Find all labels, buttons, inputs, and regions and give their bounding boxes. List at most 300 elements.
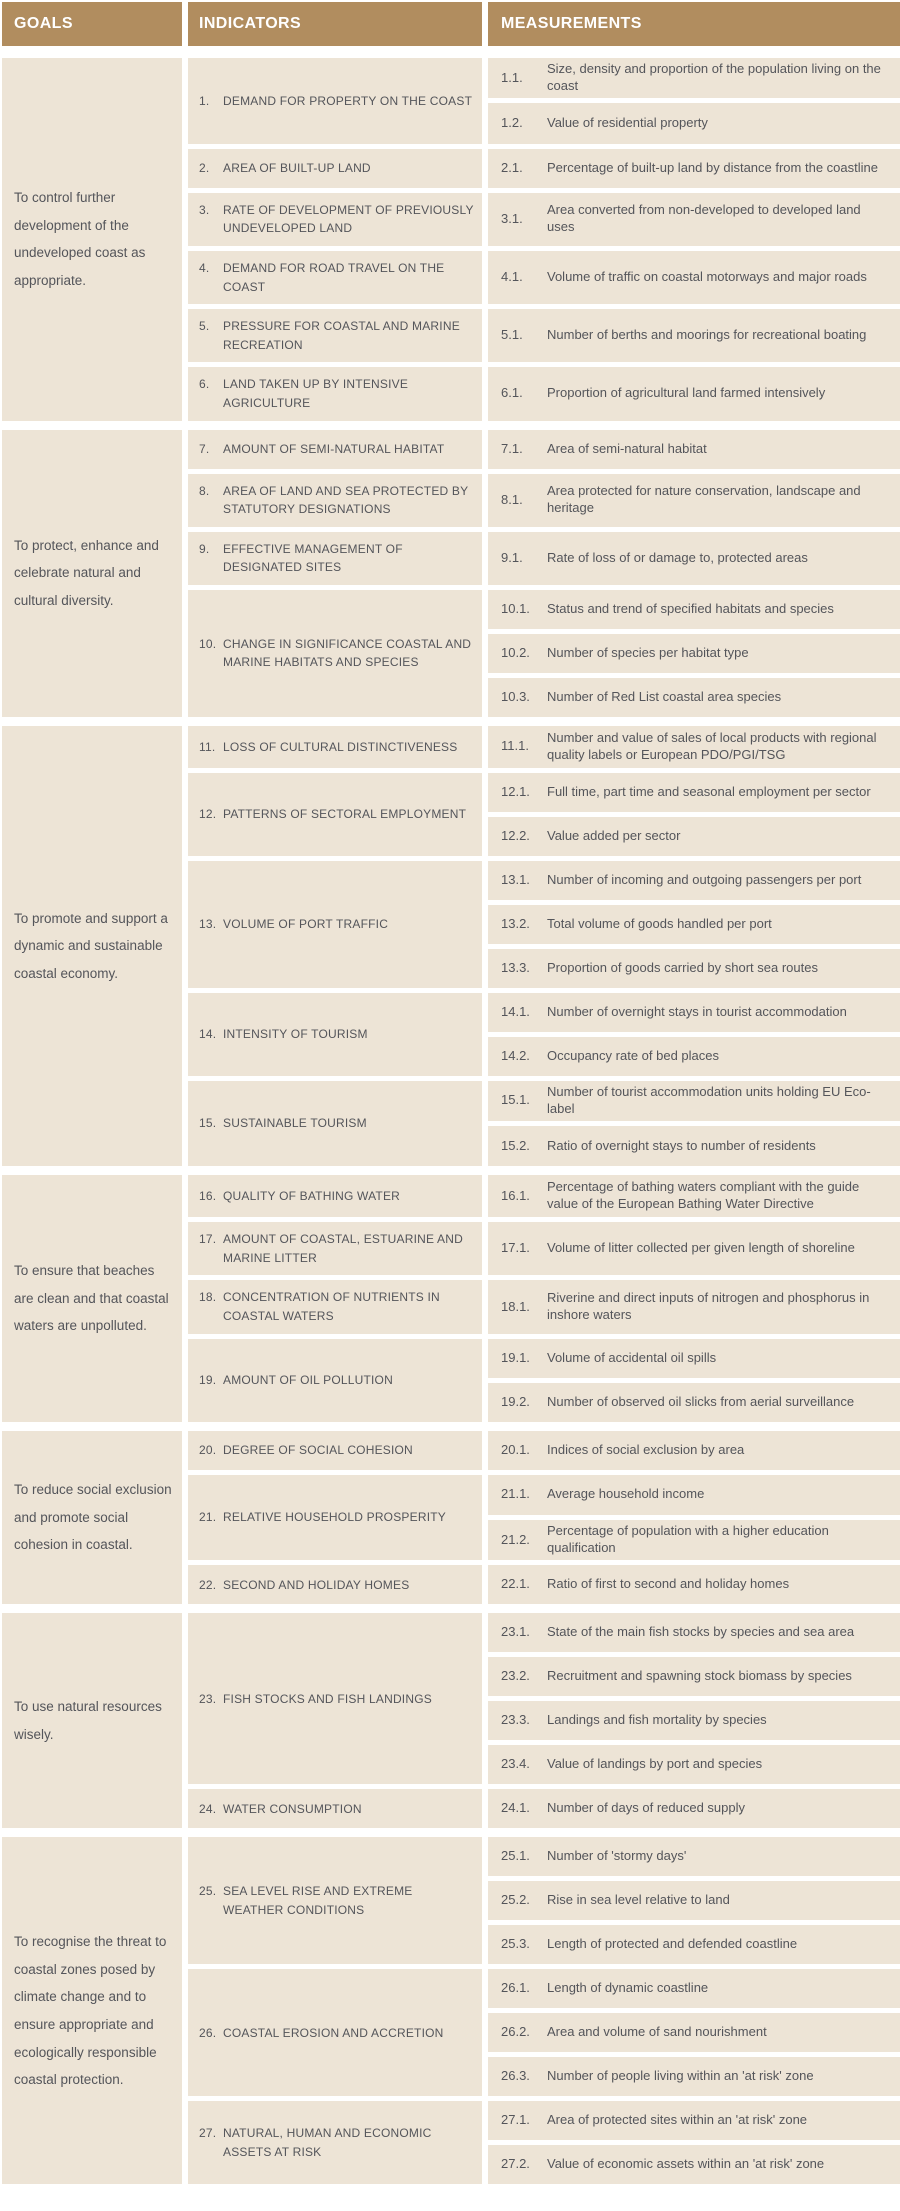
measurement-number: 13.3. — [501, 959, 530, 975]
measurement-number: 1.2. — [501, 115, 523, 131]
indicator-inner — [199, 482, 474, 519]
indicator-number: 27. — [199, 2126, 217, 2141]
goal-text: To control further development of the undeveloped coast as appropriate. — [14, 189, 146, 288]
indicator-number: 20. — [199, 1442, 217, 1457]
indicator-number: 23. — [199, 1691, 217, 1706]
measurement-cell — [488, 905, 900, 944]
measurement-number: 21.1. — [501, 1486, 530, 1502]
measurement-number: 13.1. — [501, 871, 530, 887]
indicator-inner — [199, 1371, 474, 1390]
measurement-number: 16.1. — [501, 1187, 530, 1203]
goal-cell — [2, 1837, 182, 2184]
indicator-number: 2. — [199, 160, 210, 175]
measurement-cell — [488, 367, 900, 420]
measurement-number: 6.1. — [501, 385, 523, 401]
indicator-group — [188, 367, 900, 420]
measurement-number: 5.1. — [501, 327, 523, 343]
measurement-text: Percentage of built-up land by distance from the coastline — [547, 159, 878, 175]
measurement-text: Area of semi-natural habitat — [547, 440, 707, 456]
indicator-inner — [199, 317, 474, 354]
indicator-cell — [188, 149, 482, 188]
measurement-list — [488, 1339, 900, 1422]
measurement-list — [488, 1175, 900, 1217]
indicator-group — [188, 1431, 900, 1470]
measurement-cell — [488, 993, 900, 1032]
measurement-list — [488, 251, 900, 304]
indicator-group — [188, 58, 900, 144]
indicator-label: QUALITY OF BATHING WATER — [223, 1189, 401, 1204]
measurement-cell — [488, 474, 900, 527]
indicator-label: AMOUNT OF OIL POLLUTION — [223, 1372, 393, 1387]
indicator-number: 14. — [199, 1026, 217, 1041]
indicator-cell — [188, 1175, 482, 1217]
indicator-cell — [188, 1431, 482, 1470]
measurement-cell — [488, 1383, 900, 1422]
measurement-text: Value of residential property — [547, 115, 708, 131]
indicator-inner — [199, 1025, 474, 1044]
indicator-cell — [188, 309, 482, 362]
measurement-list — [488, 1969, 900, 2096]
indicator-number: 19. — [199, 1372, 217, 1387]
measurement-number: 4.1. — [501, 269, 523, 285]
indicator-number: 6. — [199, 377, 210, 392]
measurement-text: Ratio of overnight stays to number of residents — [547, 1137, 816, 1153]
goal-text: To ensure that beaches are clean and that coastal waters are unpolluted. — [14, 1263, 169, 1334]
indicator-inner — [199, 1690, 474, 1709]
indicator-cell — [188, 993, 482, 1076]
measurement-cell — [488, 1881, 900, 1920]
measurement-list — [488, 430, 900, 469]
indicator-group — [188, 1339, 900, 1422]
measurement-cell — [488, 309, 900, 362]
measurement-number: 3.1. — [501, 210, 523, 226]
measurement-cell — [488, 1837, 900, 1876]
measurement-cell — [488, 1745, 900, 1784]
goal-section — [2, 726, 900, 1167]
indicator-groups — [188, 1175, 900, 1421]
measurement-number: 20.1. — [501, 1441, 530, 1457]
goal-text: To promote and support a dynamic and sustainable coastal economy. — [14, 910, 168, 982]
measurement-number: 19.2. — [501, 1393, 530, 1409]
indicator-number: 22. — [199, 1577, 217, 1592]
measurement-text: Status and trend of specified habitats and species — [547, 600, 834, 616]
indicator-group — [188, 532, 900, 585]
measurement-cell — [488, 773, 900, 812]
measurement-cell — [488, 634, 900, 673]
indicator-group — [188, 1837, 900, 1964]
indicator-inner — [199, 1508, 474, 1527]
measurement-number: 1.1. — [501, 69, 523, 85]
goal-section — [2, 1175, 900, 1421]
indicator-group — [188, 474, 900, 527]
indicator-cell — [188, 430, 482, 469]
indicator-label: EFFECTIVE MANAGEMENT OF DESIGNATED SITES — [223, 541, 403, 575]
measurement-text: Number of tourist accommodation units holding EU Eco-label — [547, 1084, 871, 1116]
indicator-cell — [188, 1837, 482, 1964]
indicator-cell — [188, 1969, 482, 2096]
measurement-number: 10.2. — [501, 644, 530, 660]
measurement-list — [488, 1081, 900, 1167]
measurement-cell — [488, 861, 900, 900]
measurement-cell — [488, 1280, 900, 1333]
measurement-text: Rate of loss of or damage to, protected areas — [547, 549, 808, 565]
measurement-cell — [488, 251, 900, 304]
measurement-text: Area protected for nature conservation, landscape and heritage — [547, 483, 861, 516]
indicator-number: 9. — [199, 541, 210, 556]
indicator-number: 11. — [199, 739, 216, 754]
measurement-list — [488, 1789, 900, 1828]
indicator-group — [188, 726, 900, 768]
indicator-group — [188, 430, 900, 469]
measurement-cell — [488, 1925, 900, 1964]
indicator-inner — [199, 805, 474, 824]
measurement-cell — [488, 1565, 900, 1604]
indicator-inner — [199, 1114, 474, 1133]
indicator-inner — [199, 201, 474, 238]
indicator-number: 24. — [199, 1801, 217, 1816]
measurement-number: 19.1. — [501, 1349, 530, 1365]
measurement-cell — [488, 590, 900, 629]
measurement-list — [488, 367, 900, 420]
measurement-list — [488, 1222, 900, 1275]
indicator-cell — [188, 1475, 482, 1561]
measurement-cell — [488, 1613, 900, 1652]
indicator-group — [188, 1175, 900, 1217]
indicator-label: RATE OF DEVELOPMENT OF PREVIOUSLY UNDEVELOPED LAND — [223, 202, 474, 236]
measurement-text: Riverine and direct inputs of nitrogen and phosphorus in inshore waters — [547, 1290, 870, 1323]
measurement-cell — [488, 430, 900, 469]
indicator-number: 26. — [199, 2025, 217, 2040]
measurement-number: 23.1. — [501, 1624, 530, 1640]
measurement-number: 23.3. — [501, 1712, 530, 1728]
indicator-groups — [188, 1837, 900, 2184]
indicator-inner — [199, 440, 474, 459]
measurement-number: 24.1. — [501, 1800, 530, 1816]
indicator-label: SUSTAINABLE TOURISM — [223, 1116, 367, 1131]
indicator-cell — [188, 532, 482, 585]
measurement-text: Occupancy rate of bed places — [547, 1047, 719, 1063]
indicator-label: CHANGE IN SIGNIFICANCE COASTAL AND MARINE HABITATS AND SPECIES — [223, 636, 472, 670]
measurement-number: 15.2. — [501, 1137, 530, 1153]
indicator-cell — [188, 474, 482, 527]
measurement-text: Full time, part time and seasonal employment per sector — [547, 783, 871, 799]
measurement-number: 12.2. — [501, 827, 530, 843]
indicator-group — [188, 861, 900, 988]
measurement-cell — [488, 1701, 900, 1740]
measurement-number: 2.1. — [501, 159, 523, 175]
indicator-group — [188, 251, 900, 304]
measurement-number: 7.1. — [501, 440, 523, 456]
measurement-text: Number of berths and moorings for recreational boating — [547, 327, 867, 343]
measurement-number: 25.2. — [501, 1892, 530, 1908]
measurement-cell — [488, 193, 900, 246]
measurement-text: Average household income — [547, 1486, 705, 1502]
goal-cell — [2, 726, 182, 1167]
measurement-cell — [488, 1657, 900, 1696]
measurement-cell — [488, 1339, 900, 1378]
indicator-label: DEGREE OF SOCIAL COHESION — [223, 1442, 413, 1457]
indicator-label: AMOUNT OF COASTAL, ESTUARINE AND MARINE LITTER — [223, 1232, 463, 1265]
indicator-inner — [199, 1800, 474, 1819]
indicator-label: VOLUME OF PORT TRAFFIC — [223, 916, 389, 931]
measurement-list — [488, 993, 900, 1076]
indicator-inner — [199, 635, 474, 672]
indicator-cell — [188, 1339, 482, 1422]
measurement-number: 9.1. — [501, 549, 523, 565]
measurement-number: 22.1. — [501, 1576, 530, 1592]
measurement-list — [488, 590, 900, 717]
measurement-text: Value of economic assets within an 'at risk' zone — [547, 2156, 825, 2172]
measurement-list — [488, 861, 900, 988]
measurement-text: Percentage of population with a higher education qualification — [547, 1523, 829, 1556]
measurement-cell — [488, 1081, 900, 1121]
measurement-number: 10.3. — [501, 688, 530, 704]
indicator-cell — [188, 2101, 482, 2184]
measurement-list — [488, 773, 900, 856]
indicator-number: 4. — [199, 260, 210, 275]
measurement-cell — [488, 1222, 900, 1275]
indicator-inner — [199, 1576, 474, 1595]
measurement-text: Number of people living within an 'at risk' zone — [547, 2068, 814, 2084]
measurement-list — [488, 1613, 900, 1784]
measurement-number: 26.1. — [501, 1980, 530, 1996]
indicator-group — [188, 590, 900, 717]
indicator-number: 8. — [199, 483, 210, 498]
indicator-cell — [188, 861, 482, 988]
indicator-inner — [199, 259, 474, 296]
indicator-groups — [188, 1613, 900, 1828]
indicator-cell — [188, 1565, 482, 1604]
indicator-inner — [199, 1288, 474, 1325]
indicator-group — [188, 1475, 900, 1561]
measurement-text: Length of protected and defended coastline — [547, 1936, 798, 1952]
goal-cell — [2, 58, 182, 421]
goal-section — [2, 58, 900, 421]
indicator-label: AMOUNT OF SEMI-NATURAL HABITAT — [223, 441, 445, 456]
goal-section — [2, 1431, 900, 1605]
measurement-list — [488, 149, 900, 188]
measurement-number: 21.2. — [501, 1531, 530, 1547]
indicator-number: 1. — [199, 93, 210, 108]
indicator-number: 25. — [199, 1884, 217, 1899]
measurement-number: 14.2. — [501, 1047, 530, 1063]
measurement-text: Length of dynamic coastline — [547, 1980, 709, 1996]
indicator-number: 16. — [199, 1189, 217, 1204]
indicator-groups — [188, 430, 900, 717]
goal-section — [2, 1613, 900, 1828]
measurement-cell — [488, 817, 900, 856]
measurement-cell — [488, 1037, 900, 1076]
indicator-label: AREA OF BUILT-UP LAND — [223, 160, 371, 175]
measurement-cell — [488, 2013, 900, 2052]
indicator-label: DEMAND FOR ROAD TRAVEL ON THE COAST — [223, 260, 445, 294]
indicator-groups — [188, 1431, 900, 1605]
measurement-number: 17.1. — [501, 1240, 530, 1256]
indicator-label: SEA LEVEL RISE AND EXTREME WEATHER CONDITIONS — [223, 1884, 413, 1917]
measurement-text: Total volume of goods handled per port — [547, 915, 772, 931]
measurement-list — [488, 1431, 900, 1470]
goal-cell — [2, 1175, 182, 1421]
indicator-label: WATER CONSUMPTION — [223, 1801, 362, 1816]
measurement-text: Value of landings by port and species — [547, 1756, 763, 1772]
indicator-inner — [199, 915, 474, 934]
indicator-label: PRESSURE FOR COASTAL AND MARINE RECREATION — [223, 319, 460, 352]
indicator-label: DEMAND FOR PROPERTY ON THE COAST — [223, 93, 473, 108]
indicator-inner — [199, 1882, 474, 1919]
indicator-group — [188, 309, 900, 362]
indicator-group — [188, 2101, 900, 2184]
measurement-number: 25.1. — [501, 1848, 530, 1864]
indicator-group — [188, 773, 900, 856]
measurement-number: 15.1. — [501, 1092, 530, 1108]
indicator-cell — [188, 1613, 482, 1784]
measurement-number: 26.3. — [501, 2068, 530, 2084]
measurement-cell — [488, 2101, 900, 2140]
table-header — [2, 2, 900, 46]
measurement-cell — [488, 532, 900, 585]
measurement-number: 12.1. — [501, 783, 530, 799]
indicator-label: COASTAL EROSION AND ACCRETION — [223, 2025, 444, 2040]
measurement-list — [488, 1280, 900, 1333]
indicator-number: 10. — [199, 636, 217, 651]
measurement-list — [488, 309, 900, 362]
indicator-number: 3. — [199, 202, 210, 217]
measurement-cell — [488, 1126, 900, 1166]
measurement-number: 13.2. — [501, 915, 530, 931]
indicator-cell — [188, 367, 482, 420]
goals-header-cell — [2, 2, 182, 46]
indicator-group — [188, 1081, 900, 1167]
indicator-label: SECOND AND HOLIDAY HOMES — [223, 1577, 410, 1592]
indicator-group — [188, 1969, 900, 2096]
indicator-label: INTENSITY OF TOURISM — [223, 1026, 368, 1041]
indicator-label: AREA OF LAND AND SEA PROTECTED BY STATUTORY DESIGNATIONS — [223, 483, 469, 517]
measurement-text: Area of protected sites within an 'at risk' zone — [547, 2112, 808, 2128]
indicator-number: 13. — [199, 916, 217, 931]
measurement-text: Landings and fish mortality by species — [547, 1712, 767, 1728]
measurement-text: Number and value of sales of local products with regional quality labels or European PDO/PGI/TSG — [547, 729, 877, 762]
measurement-text: Area and volume of sand nourishment — [547, 2024, 767, 2040]
measurement-list — [488, 1837, 900, 1964]
measurement-number: 27.1. — [501, 2112, 530, 2128]
measurement-number: 18.1. — [501, 1298, 530, 1314]
indicator-inner — [199, 159, 474, 178]
indicator-group — [188, 1789, 900, 1828]
measurement-text: Volume of traffic on coastal motorways and major roads — [547, 269, 867, 285]
indicator-inner — [199, 1230, 474, 1267]
indicator-inner — [199, 540, 474, 577]
indicator-inner — [199, 1441, 474, 1460]
measurement-text: State of the main fish stocks by species and sea area — [547, 1624, 855, 1640]
measurement-cell — [488, 1789, 900, 1828]
measurement-number: 10.1. — [501, 600, 530, 616]
measurement-text: Recruitment and spawning stock biomass by species — [547, 1668, 852, 1684]
indicator-cell — [188, 1222, 482, 1275]
measurement-text: Number of observed oil slicks from aerial surveillance — [547, 1393, 855, 1409]
measurement-number: 25.3. — [501, 1936, 530, 1952]
indicator-number: 5. — [199, 319, 210, 334]
measurement-cell — [488, 58, 900, 98]
measurement-cell — [488, 1475, 900, 1515]
indicator-inner — [199, 375, 474, 412]
indicator-label: RELATIVE HOUSEHOLD PROSPERITY — [223, 1510, 446, 1525]
measurement-list — [488, 1565, 900, 1604]
indicator-label: FISH STOCKS AND FISH LANDINGS — [223, 1691, 432, 1706]
indicator-number: 17. — [199, 1232, 217, 1247]
indicator-group — [188, 193, 900, 246]
indicators-header-cell — [188, 2, 482, 46]
measurement-number: 8.1. — [501, 491, 523, 507]
measurement-number: 23.2. — [501, 1668, 530, 1684]
indicator-inner — [199, 738, 474, 757]
indicator-cell — [188, 1081, 482, 1167]
measurements-header-cell — [488, 2, 900, 46]
measurement-text: Value added per sector — [547, 827, 681, 843]
measurement-cell — [488, 1431, 900, 1470]
indicator-inner — [199, 92, 474, 111]
indicator-label: NATURAL, HUMAN AND ECONOMIC ASSETS AT RISK — [223, 2126, 432, 2159]
indicator-group — [188, 1565, 900, 1604]
measurement-text: Size, density and proportion of the population living on the coast — [547, 61, 881, 94]
indicator-inner — [199, 1187, 474, 1206]
indicator-label: LOSS OF CULTURAL DISTINCTIVENESS — [223, 739, 458, 754]
measurement-text: Number of overnight stays in tourist accommodation — [547, 1003, 847, 1019]
measurement-number: 11.1. — [501, 738, 529, 754]
measurement-text: Area converted from non-developed to developed land uses — [547, 202, 861, 235]
measurement-cell — [488, 1969, 900, 2008]
indicator-cell — [188, 590, 482, 717]
measurement-text: Number of Red List coastal area species — [547, 688, 782, 704]
measurement-list — [488, 532, 900, 585]
indicator-number: 15. — [199, 1116, 217, 1131]
goal-section — [2, 1837, 900, 2184]
table-body — [2, 58, 900, 2184]
measurement-text: Number of species per habitat type — [547, 644, 749, 660]
measurement-list — [488, 58, 900, 144]
measurement-text: Ratio of first to second and holiday homes — [547, 1576, 790, 1592]
indicator-group — [188, 1613, 900, 1784]
measurement-cell — [488, 2057, 900, 2096]
goal-cell — [2, 1613, 182, 1828]
indicator-cell — [188, 251, 482, 304]
measurement-cell — [488, 103, 900, 143]
goal-text: To use natural resources wisely. — [14, 1699, 162, 1742]
goal-section — [2, 430, 900, 717]
indicator-group — [188, 1222, 900, 1275]
measurement-number: 27.2. — [501, 2156, 530, 2172]
goals-header-label: GOALS — [14, 15, 73, 32]
goal-cell — [2, 430, 182, 717]
measurement-list — [488, 474, 900, 527]
measurement-number: 14.1. — [501, 1003, 530, 1019]
indicator-cell — [188, 1280, 482, 1333]
measurement-cell — [488, 1520, 900, 1560]
measurement-number: 26.2. — [501, 2024, 530, 2040]
indicator-number: 21. — [199, 1510, 217, 1525]
indicator-number: 7. — [199, 441, 210, 456]
measurements-header-label: MEASUREMENTS — [501, 15, 642, 32]
measurement-list — [488, 1475, 900, 1561]
indicator-cell — [188, 773, 482, 856]
measurement-text: Rise in sea level relative to land — [547, 1892, 730, 1908]
indicator-groups — [188, 726, 900, 1167]
indicator-group — [188, 1280, 900, 1333]
indicator-label: LAND TAKEN UP BY INTENSIVE AGRICULTURE — [223, 377, 409, 410]
indicator-cell — [188, 1789, 482, 1828]
indicator-group — [188, 149, 900, 188]
goal-cell — [2, 1431, 182, 1605]
measurement-cell — [488, 949, 900, 988]
